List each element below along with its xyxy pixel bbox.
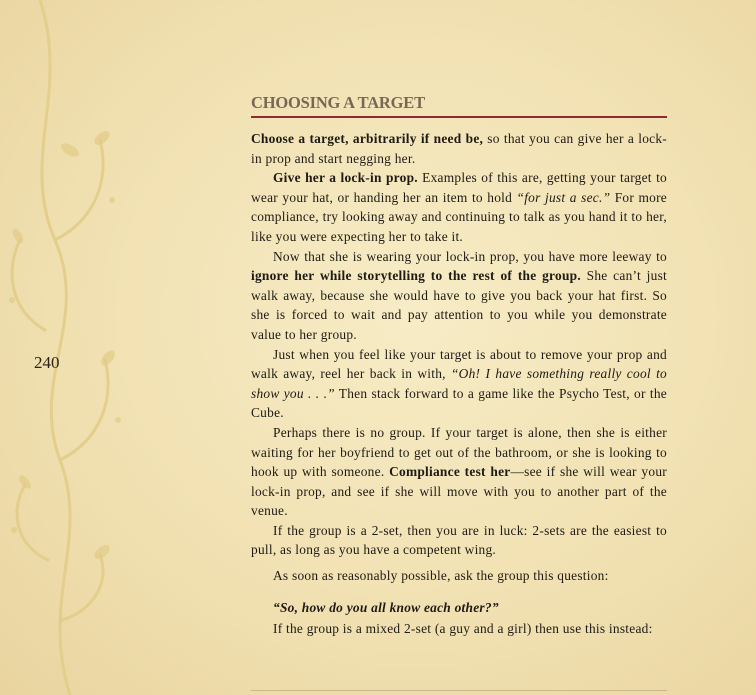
bottom-divider xyxy=(251,690,667,691)
body-text: Now that she is wearing your lock-in prop, you have more leeway to xyxy=(273,248,667,264)
body-text: She can’t just walk away, because she would have to give you back your hat first. So she is forced to wait and pay attention to you while you demonstrate value to her group. xyxy=(251,268,667,342)
body-text: Then stack forward to a game like the Psycho Test, or the Cube. xyxy=(251,385,667,421)
section-title: CHOOSING A TARGET xyxy=(251,93,667,118)
page-content xyxy=(251,93,667,639)
body-text: so that you can give her a lock-in prop and start negging her. xyxy=(251,131,668,166)
italic-text: “for just a sec.” xyxy=(516,189,611,205)
bold-text: Compliance test her xyxy=(389,464,511,480)
bold-text: ignore her while storytelling to the rest of the group. xyxy=(251,268,581,284)
paragraph-8-question xyxy=(251,598,667,618)
body-text: For more compliance, try looking away and continuing to talk as you hand it to her, like you were expecting her to take it. xyxy=(251,189,667,244)
body-text: Perhaps there is no group. If your target is alone, then she is either waiting for her boyfriend to get out of the bathroom, or she is looking to hook up with someone. xyxy=(251,424,667,480)
italic-text: “Oh! I have something really cool to show you . . .” xyxy=(251,366,667,401)
paragraph-4 xyxy=(251,345,667,423)
floral-vine-icon xyxy=(0,0,140,695)
body-text: If the group is a 2-set, then you are in luck: 2-sets are the easiest to pull, as long as you have a competent wing. xyxy=(251,522,667,558)
bold-italic-text: “So, how do you all know each other?” xyxy=(273,599,499,615)
body-text: If the group is a mixed 2-set (a guy and a girl) then use this instead: xyxy=(273,621,653,637)
paragraph-9 xyxy=(251,619,667,639)
paragraph-7 xyxy=(251,566,667,586)
paragraph-6 xyxy=(251,521,667,560)
paragraph-3 xyxy=(251,247,667,345)
paragraph-5 xyxy=(251,423,667,521)
page-number: 240 xyxy=(34,353,60,372)
body-text: —see if she will wear your lock-in prop, and see if she will move with you to another part of the venue. xyxy=(251,464,667,519)
paragraph-1 xyxy=(251,129,667,168)
body-text: Examples of this are, getting your target to wear your hat, or handing her an item to hold xyxy=(251,170,667,205)
bold-text xyxy=(273,600,499,615)
bold-text: Give her a lock-in prop. xyxy=(273,170,418,186)
body-text: Just when you feel like your target is about to remove your prop and walk away, reel her back in with, xyxy=(251,346,667,382)
body-text: As soon as reasonably possible, ask the group this question: xyxy=(273,568,609,584)
paragraph-2 xyxy=(251,168,667,246)
bold-text: Choose a target, arbitrarily if need be, xyxy=(251,131,484,146)
